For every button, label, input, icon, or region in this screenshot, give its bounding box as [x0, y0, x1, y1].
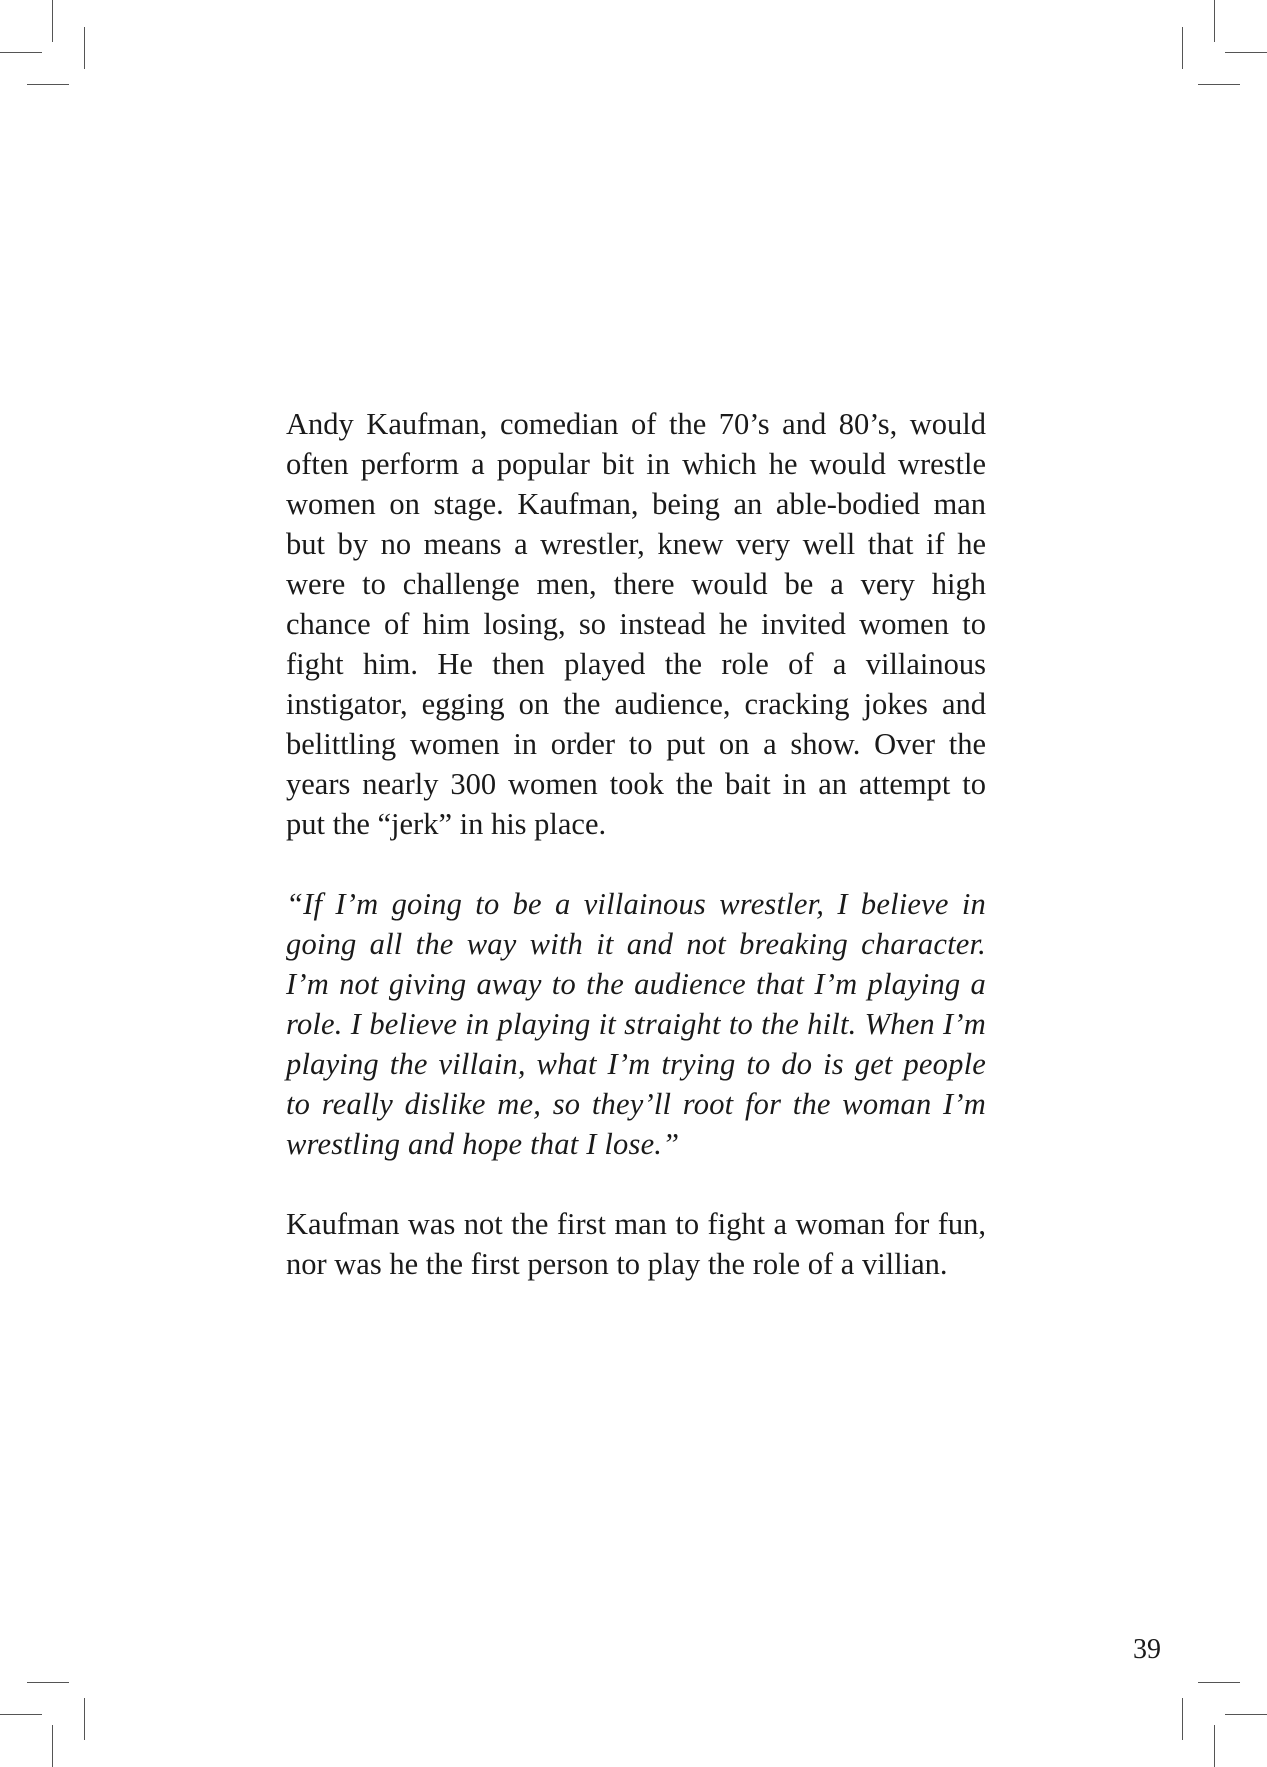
crop-mark	[1182, 1698, 1183, 1740]
paragraph-conclusion: Kaufman was not the first man to fight a woman for fun, nor was he the first person to play the role of a villian.	[286, 1207, 986, 1281]
crop-mark	[1225, 1714, 1267, 1715]
crop-mark	[0, 1714, 42, 1715]
crop-mark	[27, 1682, 69, 1683]
kaufman-quote: “If I’m going to be a villainous wrestler, I believe in going all the way with it and not breaking character. I’m not giving away to the audience that I’m playing a role. I believe in playing it straight to the hilt. When I’m playing the villain, what I’m trying to do is get people to really dislike me, so they’ll root for the woman I’m wrestling and hope that I lose.”	[286, 887, 986, 1161]
page-number: 39	[1133, 1634, 1161, 1665]
crop-mark	[0, 52, 42, 53]
crop-mark	[84, 27, 85, 69]
crop-mark	[84, 1698, 85, 1740]
paragraph-intro: Andy Kaufman, comedian of the 70’s and 80’s, would often perform a popular bit in which he would wrestle women on stage. Kaufman, being an able-bodied man but by no means a wrestler, knew very well that if he were to challenge men, there would be a very high chance of him losing, so instead he invited women to fight him. He then played the role of a villainous instigator, egging on the audience, cracking jokes and belittling women in order to put on a show. Over the years nearly 300 women took the bait in an attempt to put the “jerk” in his place.	[286, 407, 986, 841]
crop-mark	[27, 84, 69, 85]
crop-mark	[1214, 0, 1215, 42]
crop-mark	[1225, 52, 1267, 53]
crop-mark	[52, 1725, 53, 1767]
crop-mark	[1182, 27, 1183, 69]
crop-mark	[1198, 1682, 1240, 1683]
body-text	[286, 404, 986, 1284]
crop-mark	[52, 0, 53, 42]
crop-mark	[1214, 1725, 1215, 1767]
crop-mark	[1198, 84, 1240, 85]
